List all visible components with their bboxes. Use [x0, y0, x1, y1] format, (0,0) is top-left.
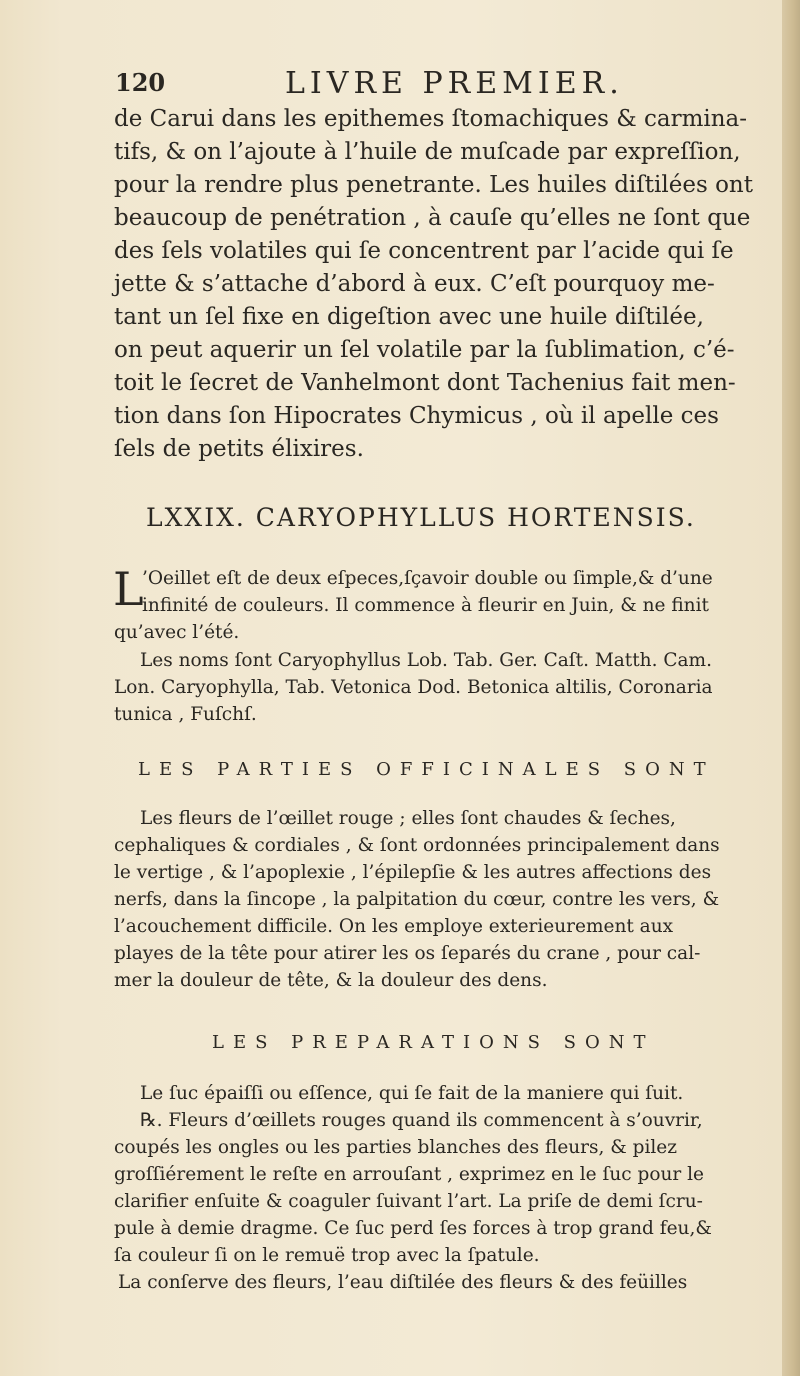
- article-heading: LXXIX. CARYOPHYLLUS HORTENSIS.: [146, 503, 696, 532]
- text-line: tunica , Fuſchſ.: [114, 704, 257, 725]
- text-line: nerfs, dans la ſincope , la palpitation du cœur, contre les vers, &: [114, 889, 720, 910]
- text-line: ſa couleur ſi on le remuë trop avec la ſpatule.: [114, 1245, 540, 1266]
- drop-capital: L: [113, 562, 144, 616]
- text-line: toit le ſecret de Vanhelmont dont Tachenius fait men-: [114, 370, 736, 396]
- running-head: LIVRE PREMIER.: [285, 66, 624, 101]
- text-line: Lon. Caryophylla, Tab. Vetonica Dod. Betonica altilis, Coronaria: [114, 677, 713, 698]
- text-line: ſels de petits élixires.: [114, 436, 364, 462]
- text-line: Les fleurs de l’œillet rouge ; elles ſont chaudes & ſeches,: [140, 808, 676, 829]
- page-edge: [782, 0, 800, 1376]
- text-line: on peut aquerir un ſel volatile par la ſublimation, c’é-: [114, 337, 735, 363]
- text-line: tant un ſel fixe en digeſtion avec une huile diſtilée,: [114, 304, 704, 330]
- text-line: ℞. Fleurs d’œillets rouges quand ils commencent à s’ouvrir,: [140, 1110, 703, 1131]
- text-line: pule à demie dragme. Ce ſuc perd ſes forces à trop grand feu,&: [114, 1218, 712, 1239]
- text-line: clarifier enſuite & coaguler ſuivant l’art. La priſe de demi ſcru-: [114, 1191, 703, 1212]
- text-line: cephaliques & cordiales , & ſont ordonnées principalement dans: [114, 835, 720, 856]
- text-line: infinité de couleurs. Il commence à fleurir en Juin, & ne finit: [142, 595, 709, 616]
- text-line: mer la douleur de tête, & la douleur des dens.: [114, 970, 548, 991]
- text-line: tifs, & on l’ajoute à l’huile de muſcade par expreſſion,: [114, 139, 741, 165]
- text-line: Le ſuc épaiſſi ou eſſence, qui ſe fait de la maniere qui ſuit.: [140, 1083, 684, 1104]
- text-line: playes de la tête pour atirer les os ſeparés du crane , pour cal-: [114, 943, 701, 964]
- section-heading-parties: LES PARTIES OFFICINALES SONT: [138, 759, 715, 780]
- text-line: pour la rendre plus penetrante. Les huiles diſtilées ont: [114, 172, 753, 198]
- text-line: groſſiérement le reſte en arrouſant , exprimez en le ſuc pour le: [114, 1164, 705, 1185]
- text-line: de Carui dans les epithemes ſtomachiques & carmina-: [114, 106, 748, 132]
- text-line: jette & s’attache d’abord à eux. C’eſt pourquoy me-: [114, 271, 715, 297]
- text-line: coupés les ongles ou les parties blanches des fleurs, & pilez: [114, 1137, 678, 1158]
- section-heading-preparations: LES PREPARATIONS SONT: [212, 1032, 655, 1053]
- text-line: beaucoup de penétration , à cauſe qu’elles ne ſont que: [114, 205, 751, 231]
- page-number: 120: [115, 68, 166, 97]
- text-line: qu’avec l’été.: [114, 622, 240, 643]
- text-line: l’acouchement difficile. On les employe exterieurement aux: [114, 916, 674, 937]
- text-line: ’Oeillet eſt de deux eſpeces,ſçavoir double ou ſimple,& d’une: [142, 568, 713, 589]
- page-header: [115, 66, 765, 104]
- text-line: Les noms ſont Caryophyllus Lob. Tab. Ger. Caſt. Matth. Cam.: [140, 650, 712, 671]
- text-line: La conſerve des fleurs, l’eau diſtilée des fleurs & des feüilles: [118, 1272, 688, 1293]
- text-line: le vertige , & l’apoplexie , l’épilepſie & les autres affections des: [114, 862, 712, 883]
- text-line: tion dans ſon Hipocrates Chymicus , où il apelle ces: [114, 403, 719, 429]
- text-line: des ſels volatiles qui ſe concentrent par l’acide qui ſe: [114, 238, 734, 264]
